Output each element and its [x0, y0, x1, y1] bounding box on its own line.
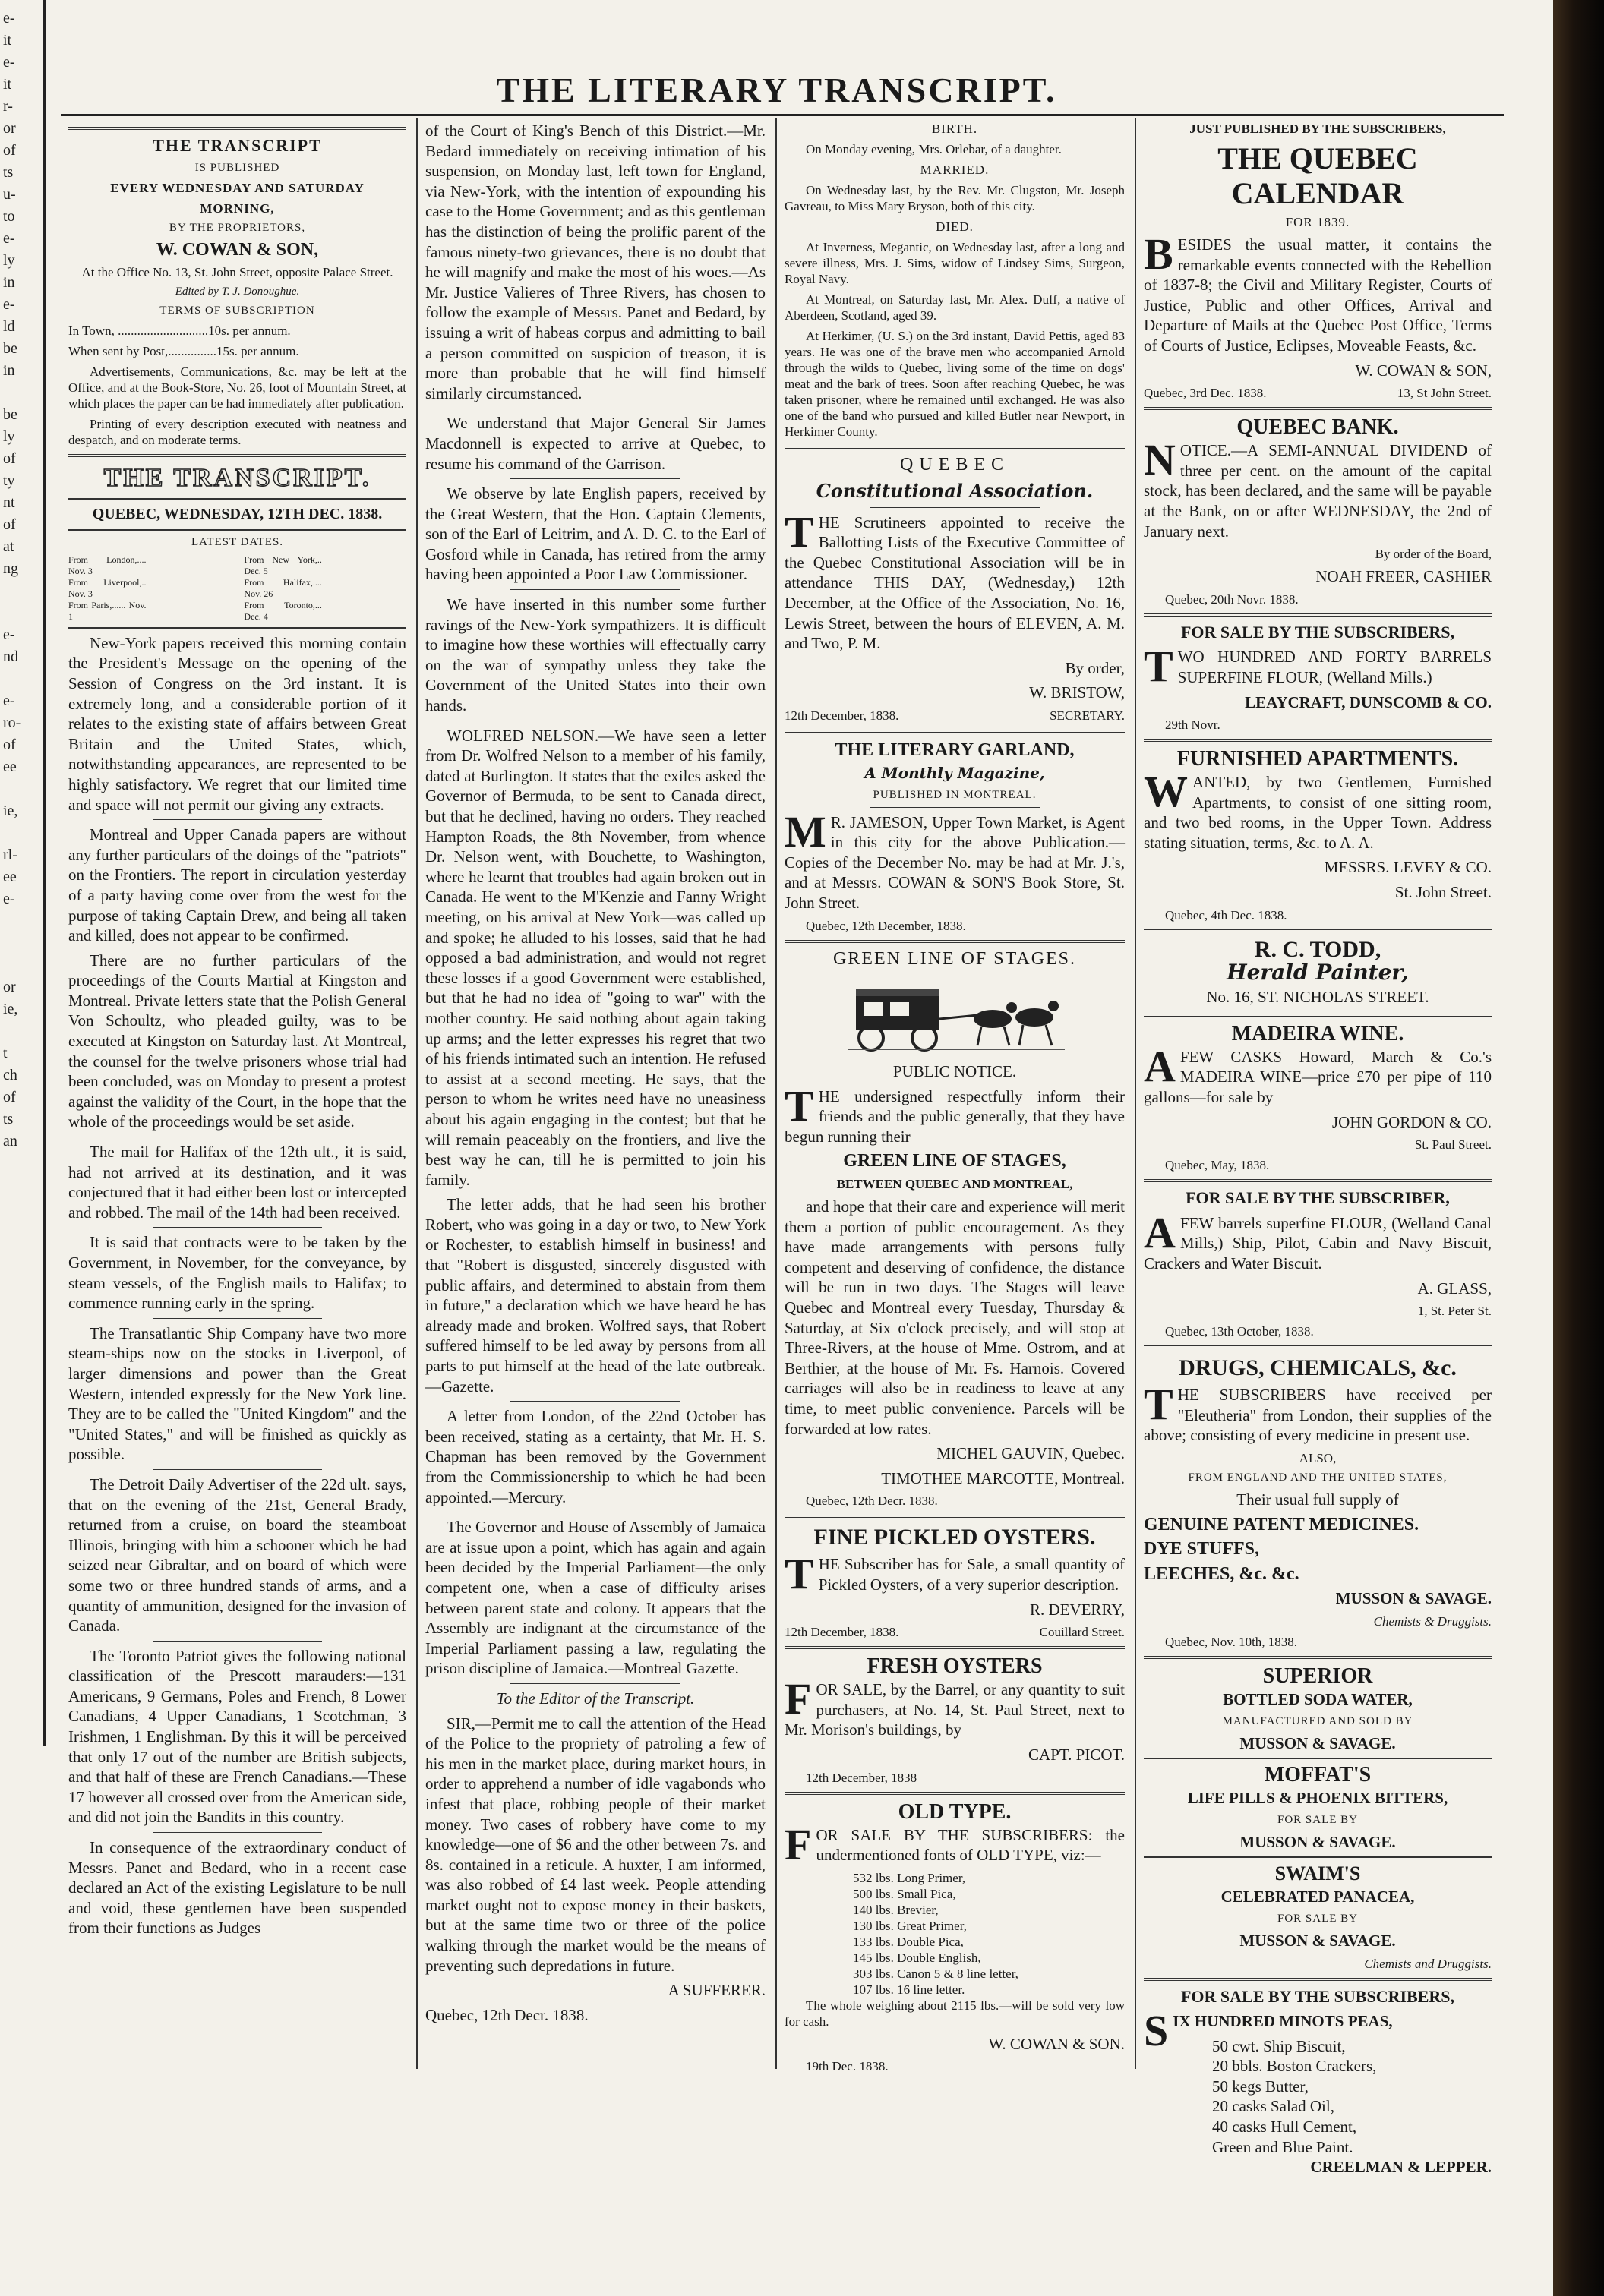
gutter-fragment: e- — [3, 692, 15, 709]
gutter-fragment: e- — [3, 230, 15, 247]
gutter-fragment: ee — [3, 758, 17, 775]
article-text: We observe by late English papers, received by the Great Western, that the Hon. Captain Clements, son of the Earl of Leitrim, and A. D. C. to the Earl of Gosford while in Canada, has retired from the army having been appointed a Poor Law Commissioner. — [425, 484, 766, 584]
gutter-fragment — [3, 602, 43, 624]
gutter-fragment: ie, — [3, 803, 18, 819]
gutter-fragment: or — [3, 979, 16, 995]
paper-title: THE TRANSCRIPT. — [103, 464, 371, 493]
article-text: The Transatlantic Ship Company have two more steam-ships now on the stocks in Liverpool, of larger dimensions and power than the Great Western, intended expressly for the New York line. They are to be called the "United Kingdom" and the "United States," and will be finished as quickly as possible. — [68, 1323, 406, 1464]
article-text: The Detroit Daily Advertiser of the 22d ult. says, that on the evening of the 21st, General Brady, returned from a cruise, on board the steamboat Illinois, bringing with him a schooner which he had seized near Gibraltar, and on board of which were some two or three hundred stands of arms, and a quantity of ammunition, designed for the invasion of Canada. — [68, 1474, 406, 1635]
article-text: of the Court of King's Bench of this District.—Mr. Bedard immediately on receiving intimation of his suspension, on Monday last, left town for England, via New-York, with the intention of expounding his case to the Home Government; and as this gentleman has the distinction of being the prolific parent of the famous ninety-two grievances, there is no doubt that he will magnify and make the most of his woes.—As Mr. Justice Valieres of Three Rivers, has chosen to follow the example of Messrs. Panet and Bedard, by issuing a writ of habeas corpus and admitting to bail a person committed on suspicion of treason, it is more than probable that he will find himself similarly circumstanced. — [425, 121, 766, 402]
gutter-fragment: ly — [3, 252, 15, 269]
gutter-fragment: be — [3, 340, 17, 357]
column-4: JUST PUBLISHED BY THE SUBSCRIBERS, THE QUEBEC CALENDAR FOR 1839. BESIDES the usual matter, it contains the remarkable events connected with the Rebellion of 1837-8; the Civil and Military Register, Courts of Justice, Public and other Offices, Arrival and Departure of Mails at the Quebec Post Office, Terms of Courts of Justice, Eclipses, Moveable Feasts, &c. W. COWAN & SON, Quebec, 3rd Dec. 1838. 13, St John Street. QUEBEC BANK. NOTICE.—A SEMI-ANNUAL DIVIDEND of three per cent. on the amount of the capital stock, has been declared, and the same will be payable at the Bank, on or after WEDNESDAY, the 2nd of January next. By order of the Board, NOAH FREER, CASHIER Quebec, 20th Novr. 1838. FOR SALE BY THE SUBSCRIBERS, TWO HUNDRED AND FORTY BARRELS SUPERFINE FLOUR, (Welland Mills.) LEAYCRAFT, DUNSCOMB & CO. 29th Novr. FURNISHED APARTMENTS. WANTED, by two Gentlemen, Furnished Apartments, to consist of one sitting room, and two bed rooms, in the Upper Town. Address stating situation, terms, &c. to A. A. MESSRS. LEVEY & CO. St. John Street. Quebec, 4th Dec. 1838. R. C. TODD, Herald Painter, No. 16, ST. NICHOLAS STREET. MADEIRA WINE. AFEW CASKS Howard, March & Co.'s MADEIRA WINE—price £70 per pipe of 110 gallons—for sale by JOHN GORDON & CO. St. Paul Street. Quebec, May, 1838. FOR SALE BY THE SUBSCRIBER, AFEW barrels superfine FLOUR, (Welland Canal Mills,) Ship, Pilot, Cabin and Navy Biscuit, Crackers and Water Biscuit. A. GLASS, 1, St. Peter St. Quebec, 13th October, 1838. DRUGS, CHEMICALS, &c. THE SUBSCRIBERS have received per "Eleutheria" from London, their supplies of the above; consisting of every medicine in present use. ALSO, FROM ENGLAND AND THE UNITED STATES, Their usual full supply of GENUINE PATENT MEDICINES. DYE STUFFS, LEECHES, &c. &c. MUSSON & SAVAGE. Chemists & Druggists. Quebec, Nov. 10th, 1838. SUPERIOR BOTTLED SODA WATER, MANUFACTURED AND SOLD BY MUSSON & SAVAGE. MOFFAT'S LIFE PILLS & PHOENIX BITTERS, FOR SALE BY MUSSON & SAVAGE. SWAIM'S CELEBRATED PANACEA, FOR SALE BY MUSSON & SAVAGE. Chemists and Druggists. FOR SALE BY THE SUBSCRIBERS, SIX HUNDRED MINOTS PEAS, 50 cwt. Ship Biscuit, 20 bbls. Boston Crackers, 50 kegs Butter, 20 casks Salad Oil, 40 casks Hull Cement, Green and Blue Paint. CREELMAN & LEPPER. — [1135, 118, 1499, 2069]
gutter-fragment: ly — [3, 428, 15, 445]
article-text: The mail for Halifax of the 12th ult., it is said, had not arrived at its destination, and it was conjectured that it had either been lost or intercepted and robbed. The mail of the 14th had been received. — [68, 1143, 406, 1222]
article-text: In consequence of the extraordinary conduct of Messrs. Panet and Bedard, who in a recent case declared an Act of the existing Legislature to be null and void, these gentlemen have been suspended from their functions as Judges — [68, 1838, 406, 1938]
gutter-fragment: ts — [3, 164, 14, 181]
gutter-fragment: of — [3, 1089, 16, 1105]
column-3: BIRTH. On Monday evening, Mrs. Orlebar, of a daughter. MARRIED. On Wednesday last, by the Rev. Mr. Clugston, Mr. Joseph Gavreau, to Miss Mary Bryson, both of this city. DIED. At Inverness, Megantic, on Wednesday last, after a long and severe illness, Mrs. J. Sims, widow of Lindsey Sims, Surgeon, Royal Navy. At Montreal, on Saturday last, Mr. Alex. Duff, a native of Aberdeen, Scotland, aged 39. At Herkimer, (U. S.) on the 3rd instant, David Pettis, aged 83 years. He was one of the brave men who accompanied Arnold through the wilds to Quebec, living some of the time on dogs' meat and the bark of trees. Soon after reaching Quebec, he was taken prisoner, where he remained until exchanged. He was also one of the band who pursued and killed Butler near Newport, in Herkimer County. QUEBEC Constitutional Association. THE Scrutineers appointed to receive the Ballotting Lists of the Executive Committee of the Quebec Constitutional Association will be in attendance THIS DAY, (Wednesday,) 12th December, at the Office of the Association, No. 16, Lewis Street, between the hours of ELEVEN, A. M. and Two, P. M. By order, W. BRISTOW, 12th December, 1838. SECRETARY. THE LITERARY GARLAND, A Monthly Magazine, PUBLISHED IN MONTREAL. MR. JAMESON, Upper Town Market, is Agent in this city for the above Publication.—Copies of the December No. may be had at Mr. J.'s, and at Messrs. COWAN & SON'S Book Store, St. John Street. Quebec, 12th December, 1838. GREEN LINE OF STAGES. PUBLIC NOTICE. THE undersigned respectfully inform their friends and the public generally, that they have begun running their GREEN LINE OF STAGES, BETWEEN QUEBEC AND MONTREAL, and hope that their care and experience will merit them a portion of public encouragement. As they have made arrangements with persons fully competent and deserving of confidence, the distance will be run in two days. The Stages will leave Quebec and Montreal every Tuesday, Thursday & Saturday, at Six o'clock precisely, and will stop at Three-Rivers, at the house of Mme. Ostrom, and at Berthier, at the house of Mr. Fs. Harnois. Covered carriages will also be in readiness to leave at any time, to meet public convenience. Parcels will be forwarded at low rates. MICHEL GAUVIN, Quebec. TIMOTHEE MARCOTTE, Montreal. Quebec, 12th Decr. 1838. FINE PICKLED OYSTERS. THE Subscriber has for Sale, a small quantity of Pickled Oysters, of a very superior description. R. DEVERRY, 12th December, 1838. Couillard Street. FRESH OYSTERS FOR SALE, by the Barrel, or any quantity to suit purchasers, at No. 14, St. Paul Street, next to Mr. Morison's buildings, by CAPT. PICOT. 12th December, 1838 OLD TYPE. FOR SALE BY THE SUBSCRIBERS: the undermentioned fonts of OLD TYPE, viz:— 532 lbs. Long Primer, 500 lbs. Small Pica, 140 lbs. Brevier, 130 lbs. Great Primer, 133 lbs. Double Pica, 145 lbs. Double English, 303 lbs. Canon 5 & 8 line letter, 107 lbs. 16 line letter. The whole weighing about 2115 lbs.—will be sold very low for cash. W. COWAN & SON. 19th Dec. 1838. — [775, 118, 1132, 2069]
gutter-fragment: e- — [3, 626, 15, 643]
peas-list: 50 cwt. Ship Biscuit, 20 bbls. Boston Crackers, 50 kegs Butter, 20 casks Salad Oil, 40 casks Hull Cement, Green and Blue Paint. — [1212, 2036, 1377, 2156]
gutter-fragment: at — [3, 538, 14, 555]
gutter-fragment: e- — [3, 10, 15, 27]
stages-title: GREEN LINE OF STAGES. — [832, 948, 1077, 969]
stagecoach-illustration — [841, 973, 1069, 1057]
gutter-fragment: to — [3, 208, 15, 225]
gutter-fragment: ee — [3, 869, 17, 885]
gutter-fragment: u- — [3, 186, 16, 203]
article-text: There are no further particulars of the proceedings of the Courts Martial at Kingston and Montreal. Private letters state that the Polish General Von Schoultz, who pleaded guilty, was to be executed at Kingston on Saturday last. At Montreal, the counsel for the twelve prisoners whose trial had been concluded, was on Monday to present a protest against the validity of the Court, in the hope that the whole of the proceedings would be set aside. — [68, 951, 406, 1131]
calendar-title: THE QUEBEC CALENDAR — [1217, 141, 1418, 210]
gutter-fragment: ts — [3, 1111, 14, 1128]
gutter-fragment: ch — [3, 1067, 17, 1083]
article-text: The letter adds, that he had seen his brother Robert, who was going in a day or two, to New York or Rochester, to establish himself in business! and that "Robert is disgusted, sincerely disgusted with public affairs, and determined to abstain from them in future," a declaration which we have heard he has already made and broken. Wolfred says, that Robert suffered himself to be led away by persons from all parts to put himself at the head of the late outbreak.—Gazette. — [425, 1195, 766, 1396]
bank-title: QUEBEC BANK. — [1236, 415, 1399, 440]
article-text: The Governor and House of Assembly of Jamaica are at issue upon a point, which has again and again been decided by the Imperial Parliament—the only competent one, when a case of difficulty arises between parent state and colony. It appears that the Assembly are indignant at the circumstance of the Imperial Parliament passing a law, regulating the prison discipline of Jamaica.—Montreal Gazette. — [425, 1518, 766, 1678]
gutter-fragment — [3, 822, 43, 844]
gutter-fragment: it — [3, 76, 12, 93]
gutter-fragment: ng — [3, 560, 18, 577]
gutter-fragment: t — [3, 1045, 8, 1061]
column-1: THE TRANSCRIPT IS PUBLISHED EVERY WEDNESDAY AND SATURDAY MORNING, BY THE PROPRIETORS, W. COWAN & SON, At the Office No. 13, St. John Street, opposite Palace Street. Edited by T. J. Donoughue. TERMS OF SUBSCRIPTION In Town, ............................10s. per annum. When sent by Post,...............15s. per annum. Advertisements, Communications, &c. may be left at the Office, and at the Book-Store, No. 26, foot of Mountain Street, at which places the paper can be had immediately after publication. Printing of every description executed with neatness and despatch, and on moderate terms. THE TRANSCRIPT. QUEBEC, WEDNESDAY, 12TH DEC. 1838. LATEST DATES. From London,.... Nov. 3 From Liverpool,.. Nov. 3 From Paris,...... Nov. 1 From New York,.. Dec. 5 From Halifax,.... Nov. 26 From Toronto,... Dec. 4 New-York papers received this morning contain the President's Message on the opening of the Session of Congress on the 3rd instant. It is extremely long, and a considerable portion of it relates to the existing state of affairs between Great Britain and the United States, which, notwithstanding appearances, are represented to be highly satisfactory. We regret that our limited time and space will not permit our giving any extracts. Montreal and Upper Canada papers are without any further particulars of the doings of the "patriots" on the Frontiers. The report in circulation yesterday of a party having come over from the west for the purpose of taking Captain Drew, and being all taken and killed, does not appear to be confirmed. There are no further particulars of the proceedings of the Courts Martial at Kingston and Montreal. Private letters state that the Polish General Von Schoultz, who pleaded guilty, was to be executed at Kingston on Saturday last. At Montreal, the counsel for the twelve prisoners whose trial had been concluded, was on Monday to present a protest against the validity of the Court, in the hope that the whole of the proceedings would be set aside. The mail for Halifax of the 12th ult., it is said, had not arrived at its destination, and it was conjectured that it had either been lost or intercepted and robbed. The mail of the 14th had been received. It is said that contracts were to be taken by the Government, in November, for the conveyance, by steam vessels, of the English mails to Halifax; to commence running early in the spring. The Transatlantic Ship Company have two more steam-ships now on the stocks in Liverpool, of larger dimensions and power than the Great Western, intended expressly for the New York line. They are to be called the "United Kingdom" and the "United States," and will be finished as quickly as possible. The Detroit Daily Advertiser of the 22d ult. says, that on the evening of the 21st, General Brady, returned from a cruise, on board the steamboat Illinois, bringing with him a schooner which he had seized near Gibraltar, and on board of which were some two or three hundred stands of arms, and a quantity of ammunition, designed for the invasion of Canada. The Toronto Patriot gives the following national classification of the Prescott marauders:—131 Americans, 9 Germans, Poles and French, 8 Lower Canadians, 4 Upper Canadians, 1 Scotchman, 3 Irishmen, 1 Englishman. By this it will be perceived that only 17 out of the number are British subjects, and that half of these are French Canadians.—These 17 however all crossed over from the American side, and did not join the Bandits in this country. In consequence of the extraordinary conduct of Messrs. Panet and Bedard, who in a recent case declared an Act of the existing Legislature to be null and void, these gentlemen have been suspended from their functions as Judges — [61, 118, 414, 2069]
latest-dates-table: From London,.... Nov. 3 From Liverpool,.. Nov. 3 From Paris,...... Nov. 1 From New York,.. Dec. 5 From Halifax,.... Nov. 26 From Toronto,... Dec. 4 — [68, 554, 322, 622]
gutter-fragment — [3, 910, 43, 932]
gutter-fragment — [3, 1020, 43, 1042]
column-2: of the Court of King's Bench of this District.—Mr. Bedard immediately on receiving intimation of his suspension, on Monday last, left town for England, via New-York, with the intention of expounding his case to the Home Government; and as this gentleman has the distinction of being the prolific parent of the famous ninety-two grievances, there is no doubt that he will magnify and make the most of his woes.—As Mr. Justice Valieres of Three Rivers, has chosen to follow the example of Messrs. Panet and Bedard, by issuing a writ of habeas corpus and admitting to bail a person committed on suspicion of treason, it is more than probable that he will find himself similarly circumstanced. We understand that Major General Sir James Macdonnell is expected to arrive at Quebec, to resume his command of the Garrison. We observe by late English papers, received by the Great Western, that the Hon. Captain Clements, son of the Earl of Leitrim, and A. D. C. to the Earl of Gosford while in Canada, has retired from the army having been appointed a Poor Law Commissioner. We have inserted in this number some further ravings of the New-York sympathizers. It is difficult to imagine how these worthies will effectually carry on the war of sympathy unless they take the Government of the United States into their own hands. WOLFRED NELSON.—We have seen a letter from Dr. Wolfred Nelson to a member of his family, dated at Burlington. It states that the exiles asked the Governor of Bermuda, to be sent to Canada direct, but that he declined, having no orders. They reached Hampton Roads, the 8th November, from whence Dr. Nelson went, with Bouchette, to Washington, where he learnt that troubles had again broken out in Canada. He went to the M'Kenzie and Fanny Wright meeting, on his arrival at New York—was called up and spoke; he alluded to his losses, said that he had opposed a bad administration, and would not regret these losses if a good Government were established, but that he had no idea of "going to war" with the mother country. He said nothing about again taking up arms; and the letter expresses his regret that two of his friends intimated such an intention. He refused to assist at a second meeting. He says, that the person to whom he writes need have no uneasiness about his again engaging in the contest; but that he will remain peaceably on the frontiers, and live the best way he can, till he is permitted to join his family. The letter adds, that he had seen his brother Robert, who was going in a day or two, to New York or Rochester, to establish himself in business! and that "Robert is disgusted, sincerely disgusted with public affairs, and determined to abstain from them in future," a declaration which we have heard he has already made and broken. Wolfred says, that Robert suffered himself to be led away by persons from all parts to put himself at the head of the late outbreak.—Gazette. A letter from London, of the 22nd October has been received, stating as a certainty, that Mr. H. S. Chapman has been removed by the Government from the Commissionership to which he had been appointed.—Mercury. The Governor and House of Assembly of Jamaica are at issue upon a point, which has again and again been decided by the Imperial Parliament—the only competent one, when a case of difficulty arises between parent state and colony. It appears that the Assembly are indignant at the circumstance of the Imperial Parliament passing a law, regulating the prison discipline of Jamaica.—Montreal Gazette. To the Editor of the Transcript. SIR,—Permit me to call the attention of the Head of the Police to the propriety of patroling a few of his men in the market place, during market hours, in order to apprehend a number of idle vagabonds who infest that place, robbing people of their market money. Two cases of robbery have come to my knowledge—one of $6 and the other between 7s. and 8s. contained in a reticule. A huxter, I am informed, was also robbed of £4 last week. People attending market ought not to expose money in their baskets, but at the same time two or three of the police walking through the market would be the means of preventing such depredations in future. A SUFFERER. Quebec, 12th Decr. 1838. — [416, 118, 773, 2069]
association-title: Constitutional Association. — [816, 479, 1094, 502]
drugs-title: DRUGS, CHEMICALS, &c. — [1179, 1355, 1457, 1381]
gutter-fragment: e- — [3, 296, 15, 313]
article-text: Montreal and Upper Canada papers are without any further particulars of the doings of the "patriots" on the Frontiers. The report in circulation yesterday of a party having come over from the west for the purpose of taking Captain Drew, and being all taken and killed, does not appear to be confirmed. — [68, 825, 406, 945]
previous-page-gutter — [0, 0, 46, 1746]
article-text: We have inserted in this number some further ravings of the New-York sympathizers. It is difficult to imagine how these worthies will effectually carry on the war of sympathy unless they take the Government of the United States into their own hands. — [425, 595, 766, 715]
gutter-fragment: of — [3, 736, 16, 753]
gutter-fragment: rl- — [3, 847, 17, 863]
article-text: We understand that Major General Sir James Macdonnell is expected to arrive at Quebec, to resume his command of the Garrison. — [425, 414, 766, 473]
dateline: QUEBEC, WEDNESDAY, 12TH DEC. 1838. — [92, 506, 383, 523]
gutter-fragment — [3, 954, 43, 976]
article-text: WOLFRED NELSON.—We have seen a letter from Dr. Wolfred Nelson to a member of his family, dated at Burlington. It states that the exiles asked the Governor of Bermuda, to be sent to Canada direct, but that he declined, having no orders. They reached Hampton Roads, the 8th November, from whence Dr. Nelson went, with Bouchette, to Washington, where he learnt that troubles had again broken out in Canada. He went to the M'Kenzie and Fanny Wright meeting, on his arrival at New York—was called up and spoke; he alluded to his losses, said that he had opposed a bad administration, and would not regret these losses if a good Government were established, but that he had no idea of "going to war" with the mother country. He said nothing about again taking up arms; and the letter expresses his regret that two of his friends intimated such an intention. He refused to assist at a second meeting. He says, that the person to whom he writes need have no uneasiness about his again engaging in the contest; but that he will remain peaceably on the frontiers, and live the best way he can, till he is permitted to join his family. — [425, 726, 766, 1189]
gutter-fragment — [3, 580, 43, 602]
gutter-fragment: r- — [3, 98, 13, 115]
gutter-fragment: nd — [3, 648, 18, 665]
publisher-title: THE TRANSCRIPT — [153, 136, 322, 155]
gutter-fragment: in — [3, 362, 15, 379]
gutter-fragment: of — [3, 516, 16, 533]
book-binding — [1553, 0, 1604, 2296]
gutter-fragment: ro- — [3, 714, 21, 731]
gutter-fragment — [3, 668, 43, 690]
gutter-fragment: in — [3, 274, 15, 291]
article-text: It is said that contracts were to be taken by the Government, in November, for the conveyance, by steam vessels, of the English mails to Halifax; to commence running early in the spring. — [68, 1233, 406, 1313]
gutter-fragment: ie, — [3, 1001, 18, 1017]
gutter-fragment: ld — [3, 318, 15, 335]
gutter-fragment — [3, 778, 43, 800]
gutter-fragment: of — [3, 450, 16, 467]
gutter-fragment: be — [3, 406, 17, 423]
gutter-fragment: nt — [3, 494, 15, 511]
gutter-fragment: e- — [3, 891, 15, 907]
wine-title: MADEIRA WINE. — [1231, 1021, 1404, 1046]
gutter-fragment: an — [3, 1133, 17, 1150]
letter-heading: To the Editor of the Transcript. — [496, 1689, 695, 1708]
proprietors: W. COWAN & SON, — [156, 239, 319, 260]
gutter-fragment: or — [3, 120, 16, 137]
garland-title: THE LITERARY GARLAND, — [835, 740, 1075, 760]
letter-signature: A SUFFERER. — [668, 1981, 766, 2000]
masthead: THE LITERARY TRANSCRIPT. — [496, 71, 1057, 109]
article-text: The Toronto Patriot gives the following national classification of the Prescott marauders:—131 Americans, 9 Germans, Poles and French, 8 Lower Canadians, 4 Upper Canadians, 1 Scotchman, 3 Irishmen, 1 Englishman. By this it will be perceived that only 17 out of the number are British subjects, and that half of these are French Canadians.—These 17 however all crossed over from the American side, and did not join the Bandits in this country. — [68, 1646, 406, 1827]
gutter-fragment: e- — [3, 54, 15, 71]
fresh-oysters-title: FRESH OYSTERS — [867, 1654, 1043, 1679]
gutter-fragment: of — [3, 142, 16, 159]
old-type-title: OLD TYPE. — [898, 1799, 1012, 1824]
letter-text: SIR,—Permit me to call the attention of the Head of the Police to the propriety of patroling a few of his men in the market place, during market hours, in order to apprehend a number of idle vagabonds who infest that place, robbing people of their market money. Two cases of robbery have come to my knowledge—one of $6 and the other between 7s. and 8s. contained in a reticule. A huxter, I am informed, was also robbed of £4 last week. People attending market ought not to expose money in their baskets, but at the same time two or three of the police walking through the market would be the means of preventing such depredations in future. — [425, 1714, 766, 1975]
article-text: New-York papers received this morning contain the President's Message on the opening of the Session of Congress on the 3rd instant. It is extremely long, and a considerable portion of it relates to the existing state of affairs between Great Britain and the United States, which, notwithstanding appearances, are represented to be highly satisfactory. We regret that our limited time and space will not permit our giving any extracts. — [68, 633, 406, 814]
gutter-fragment: it — [3, 32, 12, 49]
masthead-rule — [61, 114, 1504, 116]
oysters-title: FINE PICKLED OYSTERS. — [813, 1525, 1096, 1550]
article-text: A letter from London, of the 22nd October has been received, stating as a certainty, that Mr. H. S. Chapman has been removed by the Government from the Commissionership to which he had been appointed.—Mercury. — [425, 1407, 766, 1506]
type-list: 532 lbs. Long Primer, 500 lbs. Small Pica, 140 lbs. Brevier, 130 lbs. Great Primer, 133 lbs. Double Pica, 145 lbs. Double English, 303 lbs. Canon 5 & 8 line letter, 107 lbs. 16 line letter. — [853, 1870, 1018, 1997]
gutter-fragment: ty — [3, 472, 15, 489]
gutter-fragment — [3, 932, 43, 954]
gutter-fragment — [3, 382, 43, 404]
apartments-title: FURNISHED APARTMENTS. — [1176, 747, 1459, 771]
